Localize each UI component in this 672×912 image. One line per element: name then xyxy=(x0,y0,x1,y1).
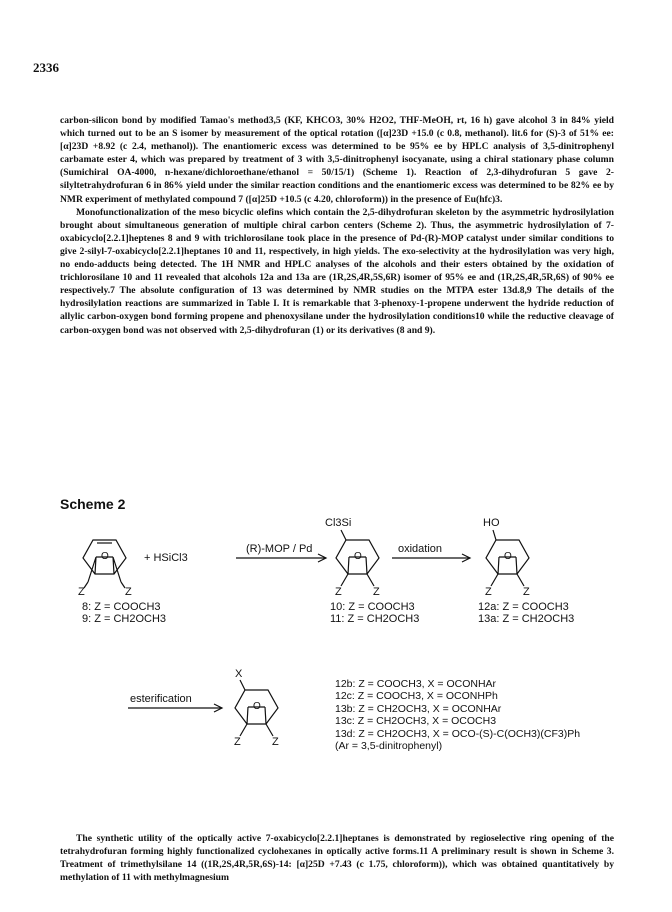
trichlorosilyl-label: Cl3Si xyxy=(325,517,352,529)
paragraph-1: carbon-silicon bond by modified Tamao's method3,5 (KF, KHCO3, 30% H2O2, THF-MeOH, rt, 16 h) gave alcohol 3 in 84% yield which turned out to be an S isomer by measurement of the optical rotation ([α]23D +15.0 (c 0.8, methanol). lit.6 for (S)-3 of 51% ee: [α]23D +8.92 (c 2.4, methanol)). The enantiomeric excess was determined to be 95% ee by HPLC analysis of 3,5-dinitrophenyl carbamate ester 4, which was prepared by treatment of 3 with 3,5-dinitrophenyl isocyanate, using a chiral stationary phase column (Sumichiral OA-4000, n-hexane/dichloroethane/ethanol = 50/15/1) (Scheme 1). Reaction of 2,3-dihydrofuran 5 gave 2-silyltetrahydrofuran 6 in 86% yield under the similar reaction conditions and the enantiomeric excess was determined to be 82% ee by NMR experiment of methylated compound 7 ([α]25D +10.5 (c 4.20, chloroform)) in the presence of Eu(hfc)3. xyxy=(60,115,614,205)
label-compound-10: 10: Z = COOCH3 xyxy=(330,601,415,613)
legend-ar-definition: (Ar = 3,5-dinitrophenyl) xyxy=(335,740,443,753)
paragraph-2: Monofunctionalization of the meso bicyclic olefins which contain the 2,5-dihydrofuran skeleton by the asymmetric hydrosilylation brought about simultaneous generation of multiple chiral carbon centers (Scheme 2). Thus, the asymmetric hydrosilylation of 7-oxabicyclo[2.2.1]heptenes 8 and 9 with trichlorosilane took place in the presence of Pd-(R)-MOP catalyst under similar conditions to give 2-silyl-7-oxabicyclo[2.2.1]heptanes 10 and 11, respectively, in high yields. The exo-selectivity at the hydrosilylation was very high, no endo-adducts being detected. The 1H NMR and HPLC analyses of the alcohols and their esters obtained by the oxidation of trichlorosilane 10 and 11 revealed that alcohols 12a and 13a are (1R,2S,4R,5S,6R) isomer of 95% ee and (1R,2S,4R,5R,6S) of 90% ee respectively.7 The absolute configuration of 13 was determined by NMR studies on the MTPA ester 13d.8,9 The details of the hydrosilylation reactions are summarized in Table I. It is remarkable that 3-phenoxy-1-propene underwent the hydride reduction of allylic carbon-oxygen bond forming propene and phenoxysilane under the hydrosilylation conditions10 while the reductive cleavage of carbon-oxygen bond was not observed with 2,5-dihydrofuran (1) or its derivatives (8 and 9). xyxy=(60,206,614,336)
legend-13b: 13b: Z = CH2OCH3, X = OCONHAr xyxy=(335,702,502,715)
z-label-8-left: Z xyxy=(78,586,85,598)
z-label-12-left: Z xyxy=(485,586,492,598)
label-compound-9: 9: Z = CH2OCH3 xyxy=(82,613,167,625)
body-text-lower xyxy=(60,832,614,884)
arrow-label-oxidation: oxidation xyxy=(398,543,443,555)
z-label-10-right: Z xyxy=(373,586,380,598)
labels-10-11 xyxy=(330,601,419,625)
label-compound-13a: 13a: Z = CH2OCH3 xyxy=(478,613,575,625)
z-label-12-right: Z xyxy=(523,586,530,598)
z-label-8-right: Z xyxy=(125,586,132,598)
arrow-oxidation xyxy=(392,554,470,562)
legend-13c: 13c: Z = CH2OCH3, X = OCOCH3 xyxy=(335,715,497,728)
paragraph-3: The synthetic utility of the optically active 7-oxabicyclo[2.2.1]heptanes is demonstrated by regioselective ring opening of the tetrahydrofuran forming highly functionalized cyclohexanes in optically active forms.11 A preliminary result is shown in Scheme 3. Treatment of trimethylsilane 14 ((1R,2S,4R,5R,6S)-14: [α]25D +7.43 (c 1.75, chloroform)), which was obtained quantitatively by methylation of 11 with methylmagnesium xyxy=(60,833,614,884)
label-compound-11: 11: Z = CH2OCH3 xyxy=(330,613,420,625)
legend-13d: 13d: Z = CH2OCH3, X = OCO-(S)-C(OCH3)(CF3)Ph xyxy=(335,727,581,740)
arrow-esterification xyxy=(128,704,222,712)
x-substituent-label: X xyxy=(235,668,243,680)
hydroxy-label: HO xyxy=(483,517,500,529)
arrow-hydrosilylation xyxy=(236,554,326,562)
page-number: 2336 xyxy=(33,60,59,75)
ester-legend xyxy=(335,678,580,752)
labels-8-9 xyxy=(82,601,166,625)
z-label-10-left: Z xyxy=(335,586,342,598)
label-compound-8: 8: Z = COOCH3 xyxy=(82,601,161,613)
legend-12b: 12b: Z = COOCH3, X = OCONHAr xyxy=(335,678,497,690)
legend-12c: 12c: Z = COOCH3, X = OCONHPh xyxy=(335,690,498,703)
scheme-title: Scheme 2 xyxy=(60,496,126,512)
bridge-oxygen-12b: O xyxy=(253,701,261,712)
compound-8-9-structure xyxy=(83,540,126,588)
z-label-12b-right: Z xyxy=(272,736,279,748)
arrow-label-mop-pd: (R)-MOP / Pd xyxy=(246,543,313,555)
arrow-label-esterification: esterification xyxy=(130,693,192,705)
label-compound-12a: 12a: Z = COOCH3 xyxy=(478,601,569,613)
z-label-12b-left: Z xyxy=(234,736,241,748)
bridge-oxygen-10: O xyxy=(354,551,362,562)
labels-12a-13a xyxy=(478,601,574,625)
bridge-oxygen-8: O xyxy=(101,551,109,562)
bridge-oxygen-12: O xyxy=(504,551,512,562)
reagent-hsicl3: + HSiCl3 xyxy=(144,552,188,564)
